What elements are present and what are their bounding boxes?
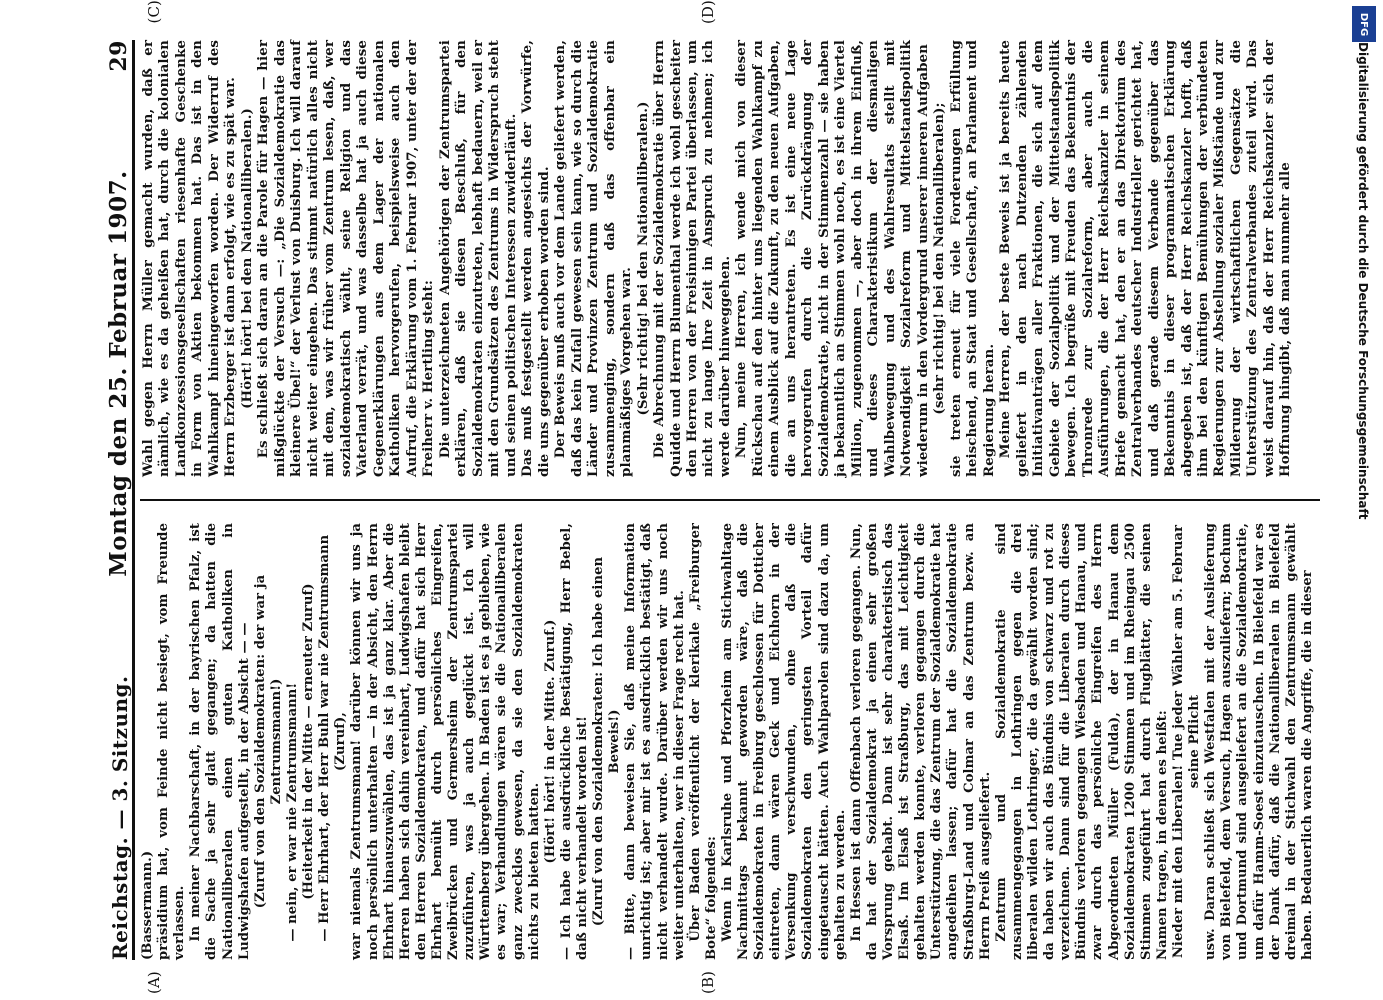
- interjection: (Hört! hört! bei den Nationalliberalen.): [238, 108, 255, 409]
- paragraph: — Ich habe die ausdrückliche Bestätigung, Herr Bebel, daß nicht verhandelt worden ist!: [558, 523, 590, 960]
- text-columns: [140, 0, 1320, 994]
- left-column: [140, 523, 1320, 994]
- paragraph: Der Beweis muß auch vor dem Lande geliefert werden, daß das kein Zufall gewesen sein kann, wie so durch die Länder und Provinzen Zentrum und Sozialdemokratie zusammenging, sondern daß das offenbar ein planmäßiges Vorgehen war.: [552, 40, 635, 477]
- header-date: Montag den 25. Februar 1907.: [105, 170, 132, 577]
- rotated-document-page: [40, 0, 1340, 1000]
- paragraph: Wahl gegen Herrn Müller gemacht wurden, daß er nämlich, wie es da geheißen hat, durch die kolonialen Landkonzessionsgesellschaften riesenhafte Geschenke in Form von Aktien bekommen hat. Das ist in den Wahlkampf hineingeworfen worden. Der Widerruf des Herrn Erzberger ist dann erfolgt, wie es zu spät war.: [140, 40, 239, 477]
- margin-mark-d: (D): [699, 0, 717, 25]
- right-column: [140, 0, 1320, 477]
- interjection: (Heiterkeit in der Mitte — erneuter Zuruf): [301, 583, 317, 900]
- quotation: Nieder mit den Liberalen! Tue jeder Wähler am 5. Februar seine Pflicht: [1171, 524, 1203, 959]
- dfg-logo-text: DFG: [1358, 12, 1370, 36]
- speaker-name: (Bassermann.): [140, 850, 155, 960]
- paragraph: — nein, er war nie Zentrumsmann!: [284, 682, 300, 942]
- interjection: (Zuruf von den Sozialdemokraten: Ich habe einen Beweis!): [591, 556, 623, 927]
- paragraph: In meiner Nachbarschaft, in der bayrischen Pfalz, ist die Sache ja sehr glatt gegangen; da hatten die Nationalliberalen einen guten Katholiken in Ludwigshafen aufgestellt, in der Absicht — —: [188, 523, 252, 960]
- paragraph: präsidium hat, vom Feinde nicht besiegt, vom Freunde verlassen.: [156, 523, 188, 960]
- paragraph: Meine Herren, der beste Beweis ist ja bereits heute geliefert in den nach Dutzenden zählenden Initiativanträgen aller Fraktionen, die sich auf dem Gebiete der Sozialpolitik und der Mittelstandspolitik bewegen. Ich begrüße mit Freuden das Bekenntnis der Thronrede zur Sozialreform, aber auch die Ausführungen, die der Herr Reichskanzler in seinem Briefe gemacht hat, den er an das Direktorium des Zentralverbandes deutscher Industrieller gerichtet hat, und daß gerade diesem Verbande gegenüber das Bekenntnis in dieser programmatischen Erklärung abgegeben ist, daß der Herr Reichskanzler hofft, daß ihm bei den künftigen Bemühungen der verbündeten Regierungen zur Abstellung sozialer Mißstände und zur Milderung der wirtschaftlichen Gegensätze die Unterstützung des Zentralverbandes zuteil wird. Das weist darauf hin, daß der Herr Reichskanzler sich der Hoffnung hingibt, daß man nunmehr alle: [997, 40, 1294, 477]
- digitization-note-text: Digitalisierung gefördert durch die Deutsche Forschungsgemeinschaft: [1356, 42, 1370, 520]
- paragraph: Es schließt sich daran an die Parole für Hagen — hier mißglückte der Versuch —: „Die Sozialdemokratie das kleinere Übel!“ der Verlust von Duisburg. Ich will darauf nicht weiter eingehen. Das stimmt natürlich alles nicht mit dem, was wir früher vom Zentrum lesen, daß, wer sozialdemokratisch wählt, seine Religion und das Vaterland verrät, und was dasselbe hat ja auch diese Gegenerklärungen aus dem Lager der nationalen Katholiken hervorgerufen, beispielsweise auch den Aufruf, die Erklärung vom 1. Februar 1907, unter der der Freiherr v. Hertling steht:: [255, 40, 437, 477]
- paragraph: In Hessen ist dann Offenbach verloren gegangen. Nun, da hat der Sozialdemokrat ja einen sehr großen Vorsprung gehabt. Dann ist sehr charakteristisch das Elsaß. Im Elsaß ist Straßburg, das mit Leichtigkeit gehalten werden konnte, verloren gegangen durch die Unterstützung, die das Zentrum der Sozialdemokratie hat angedeihen lassen; dafür hat die Sozialdemokratie Straßburg-Land und Colmar an das Zentrum bezw. an Herrn Preiß ausgeliefert.: [848, 523, 993, 960]
- page-header: [92, 40, 135, 960]
- column-divider: [140, 499, 1320, 501]
- paragraph: Die Abrechnung mit der Sozialdemokratie über Herrn Quidde und Herrn Blumenthal werde ich wohl gescheiter den Herren von der Freisinnigen Partei überlassen, um nicht zu lange Ihre Zeit in Anspruch zu nehmen; ich werde darüber hinweggehen.: [651, 40, 733, 477]
- page-number: 29: [106, 40, 132, 72]
- margin-mark-b: (B): [699, 970, 717, 994]
- interjection: (Sehr richtig! bei den Nationalliberalen.): [634, 101, 651, 416]
- quotation: Wenn in Karlsruhe und Pforzheim am Stichwahltage Nachmittags bekannt geworden wäre, daß die Sozialdemokraten in Freiburg geschlossen für Dotticher eintreten, dann wären Geck und Eichhorn in der Versenkung verschwunden, ohne daß die Sozialdemokraten den geringsten Vorteil dafür eingetauscht hätten. Auch Wahlparolen sind dazu da, um gehalten zu werden.: [719, 523, 848, 960]
- interjection: (Hört! hört! in der Mitte. Zuruf.): [542, 619, 558, 864]
- digitization-note: [1348, 6, 1378, 996]
- interjection: (Zuruf),: [333, 712, 349, 771]
- paragraph: — Bitte, dann beweisen Sie, daß meine Information unrichtig ist; aber mir ist es ausdrücklich bestätigt, daß nicht verhandelt wurde. Darüber werden wir uns noch weiter unterhalten, wer in dieser Frage recht hat.: [623, 523, 687, 960]
- paragraph: Über Baden veröffentlicht der klerikale „Freiburger Bote“ folgendes:: [687, 523, 719, 960]
- quotation: Die unterzeichneten Angehörigen der Zentrumspartei erklären, daß sie diesen Beschluß, für den Sozialdemokraten einzutreten, lebhaft bedauern, weil er mit den Grundsätzen des Zentrums in Widerspruch steht und seinen politischen Interessen zuwiderläuft.: [436, 40, 519, 477]
- margin-mark-a: (A): [145, 971, 163, 994]
- paragraph: usw. Daran schließt sich Westfalen mit der Auslieferung von Bielefeld, dem Versuch, Hagen auszuliefern; Bochum und Dortmund sind ausgeliefert an die Sozialdemokratie, um dafür Hamm-Soest einzutauschen. In Bielefeld war es der Dank dafür, daß die Nationalliberalen in Bielefeld dreimal in der Stichwahl den Zentrumsmann gewählt haben. Bedauerlich waren die Angriffe, die in dieser: [1203, 523, 1315, 960]
- paragraph: — Herr Ehrhart, der Herr Buhl war nie Zentrumsmann: [317, 534, 333, 942]
- margin-mark-c: (C): [145, 0, 163, 24]
- paragraph: Das muß festgestellt werden angesichts der Vorwürfe, die uns gegenüber erhoben worden sind.: [519, 40, 552, 477]
- interjection: (sehr richtig! bei den Nationalliberalen);: [931, 102, 948, 415]
- interjection: (Zuruf von den Sozialdemokraten: der war ja Zentrumsmann!): [252, 574, 284, 909]
- paragraph: Nun, meine Herren, ich wende mich von dieser Rückschau auf den hinter uns liegenden Wahlkampf zu einem Ausblick auf die Zukunft, zu den neuen Aufgaben, die an uns herantreten. Es ist eine neue Lage hervorgerufen durch die Zurückdrängung der Sozialdemokratie, nicht in der Stimmenzahl — sie haben ja bekanntlich an Stimmen wohl noch, es ist eine Viertel Million, zugenommen —, aber doch in ihrem Einfluß, und dieses Charakteristikum der diesmaligen Wahlbewegung und des Wahlresultats stellt mit Notwendigkeit Sozialreform und Mittelstandspolitik wiederum in den Vordergrund unserer inneren Aufgaben: [733, 40, 931, 477]
- paragraph: war niemals Zentrumsmann! darüber können wir uns ja noch persönlich unterhalten — in der Absicht, den Herrn Ehrhart hinauszuwählen, das ist ja ganz klar. Aber die Herren haben sich dahin vereinbart, Ludwigshafen bleibt den Herren Sozialdemokraten, und dafür hat sich Herr Ehrhart bemüht durch persönliches Eingreifen, Zweibrücken und Germersheim der Zentrumspartei zuzuführen, was ja auch geglückt ist. Ich will Württemberg übergehen. In Baden ist es ja geblieben, wie es war; Verhandlungen wären sie die Nationalliberalen ganz zwecklos gewesen, da sie den Sozialdemokraten nichts zu bieten hatten.: [349, 523, 542, 960]
- paragraph: Zentrum und Sozialdemokratie sind zusammengegangen in Lothringen gegen die drei liberalen wilden Lothringer, die da gewählt worden sind; da haben wir auch das Bündnis von schwarz und rot zu verzeichnen. Dann sind für die Liberalen durch dieses Bündnis verloren gegangen Wiesbaden und Hanau, und zwar durch das persönliche Eingreifen des Herrn Abgeordneten Müller (Fulda), der in Hanau dem Sozialdemokraten 1200 Stimmen und im Rheingau 2500 Stimmen zugeführt hat durch Flugblätter, die seinen Namen tragen, in denen es heißt:: [993, 523, 1170, 960]
- paragraph: sie treten erneut für viele Forderungen Erfüllung heischend, an Staat und Gesellschaft, an Parlament und Regierung heran.: [947, 40, 997, 477]
- header-session: Reichstag. — 3. Sitzung.: [108, 675, 132, 960]
